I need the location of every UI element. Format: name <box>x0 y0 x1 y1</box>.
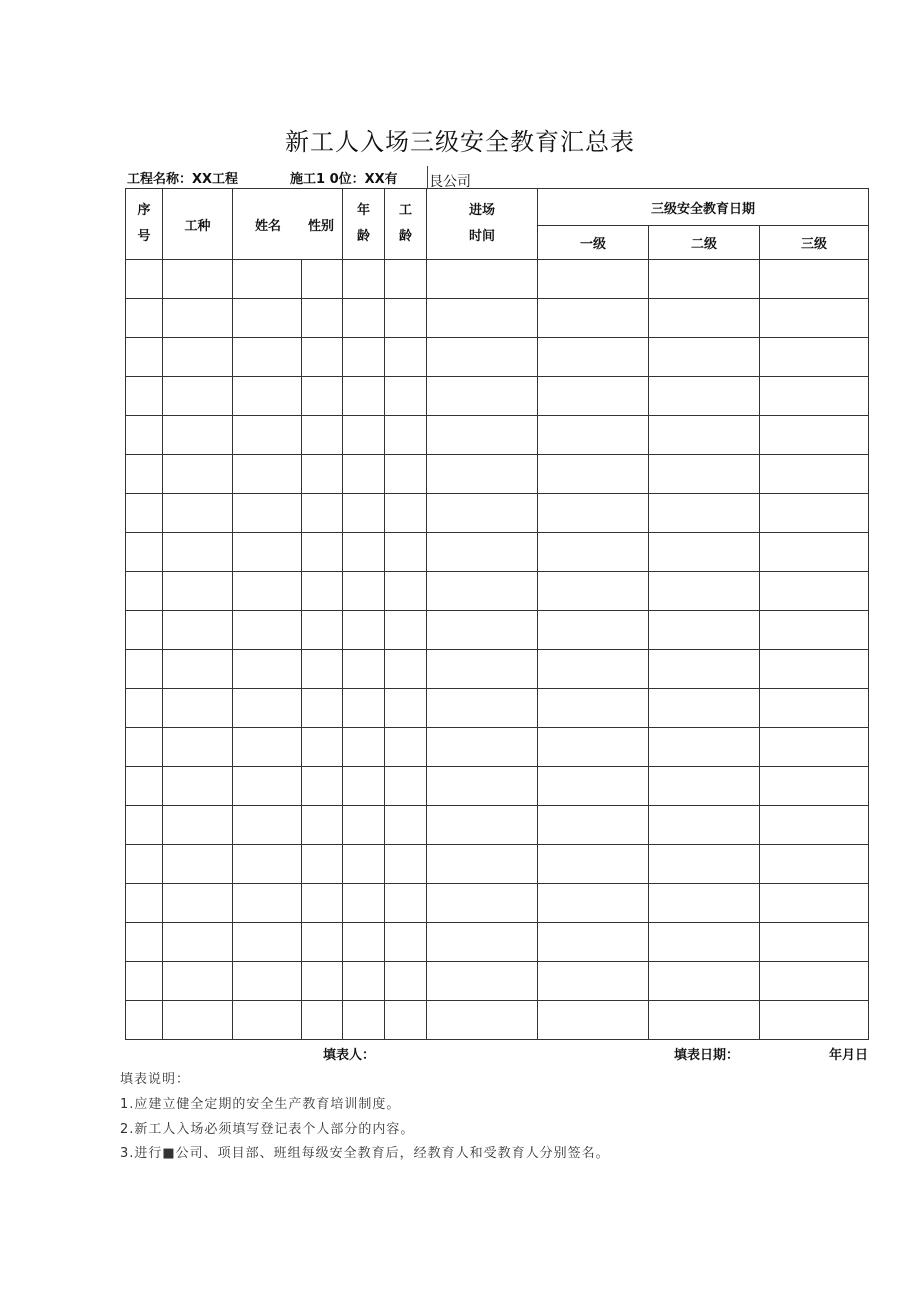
table-cell[interactable] <box>427 455 538 494</box>
table-cell[interactable] <box>163 260 233 299</box>
table-cell[interactable] <box>385 1001 427 1040</box>
table-cell[interactable] <box>126 260 163 299</box>
table-cell[interactable] <box>126 845 163 884</box>
table-cell[interactable] <box>538 494 649 533</box>
table-cell[interactable] <box>649 806 760 845</box>
header-gender: 性别 <box>308 219 335 234</box>
table-row <box>126 377 869 416</box>
table-row <box>126 1001 869 1040</box>
table-cell[interactable] <box>163 416 233 455</box>
table-cell[interactable] <box>126 728 163 767</box>
table-cell[interactable] <box>760 533 869 572</box>
table-cell[interactable] <box>427 416 538 455</box>
table-cell[interactable] <box>427 806 538 845</box>
table-cell[interactable] <box>233 611 302 650</box>
table-cell[interactable] <box>233 728 302 767</box>
table-cell[interactable] <box>427 494 538 533</box>
table-cell[interactable] <box>760 845 869 884</box>
table-cell[interactable] <box>385 923 427 962</box>
header-entry-time: 进场 时间 <box>427 189 538 260</box>
table-cell[interactable] <box>126 923 163 962</box>
table-cell[interactable] <box>343 689 385 728</box>
table-cell[interactable] <box>385 260 427 299</box>
table-cell[interactable] <box>538 455 649 494</box>
table-cell[interactable] <box>649 845 760 884</box>
table-cell[interactable] <box>427 1001 538 1040</box>
table-cell[interactable] <box>302 767 343 806</box>
table-cell[interactable] <box>538 650 649 689</box>
table-cell[interactable] <box>385 767 427 806</box>
table-cell[interactable] <box>233 338 302 377</box>
table-cell[interactable] <box>427 962 538 1001</box>
education-table <box>125 188 869 1040</box>
table-row <box>126 689 869 728</box>
table-cell[interactable] <box>343 533 385 572</box>
table-cell[interactable] <box>538 728 649 767</box>
table-cell[interactable] <box>538 884 649 923</box>
table-cell[interactable] <box>427 845 538 884</box>
table-row <box>126 767 869 806</box>
table-cell[interactable] <box>649 494 760 533</box>
table-cell[interactable] <box>649 962 760 1001</box>
table-cell[interactable] <box>538 260 649 299</box>
table-cell[interactable] <box>538 923 649 962</box>
table-cell[interactable] <box>126 767 163 806</box>
table-cell[interactable] <box>126 533 163 572</box>
header-seq: 序 号 <box>126 189 163 260</box>
table-cell[interactable] <box>233 767 302 806</box>
table-cell[interactable] <box>163 767 233 806</box>
header-age: 年 龄 <box>343 189 385 260</box>
table-cell[interactable] <box>233 455 302 494</box>
header-trade: 工种 <box>163 189 233 260</box>
company-suffix: 艮公司 <box>429 174 471 190</box>
table-cell[interactable] <box>233 923 302 962</box>
page-title: 新工人入场三级安全教育汇总表 <box>285 128 635 156</box>
table-cell[interactable] <box>538 962 649 1001</box>
table-cell[interactable] <box>233 416 302 455</box>
table-cell[interactable] <box>343 884 385 923</box>
table-row <box>126 455 869 494</box>
table-cell[interactable] <box>760 884 869 923</box>
table-row <box>126 299 869 338</box>
table-cell[interactable] <box>233 845 302 884</box>
fill-date-tail: 年月日 <box>829 1048 869 1063</box>
table-cell[interactable] <box>385 416 427 455</box>
table-cell[interactable] <box>538 416 649 455</box>
table-cell[interactable] <box>760 806 869 845</box>
table-cell[interactable] <box>760 572 869 611</box>
table-cell[interactable] <box>163 455 233 494</box>
table-cell[interactable] <box>343 260 385 299</box>
table-cell[interactable] <box>649 260 760 299</box>
table-cell[interactable] <box>233 377 302 416</box>
table-cell[interactable] <box>302 611 343 650</box>
table-cell[interactable] <box>302 884 343 923</box>
table-cell[interactable] <box>760 494 869 533</box>
table-cell[interactable] <box>126 611 163 650</box>
table-cell[interactable] <box>649 299 760 338</box>
table-row <box>126 338 869 377</box>
table-cell[interactable] <box>233 299 302 338</box>
table-cell[interactable] <box>163 533 233 572</box>
table-cell[interactable] <box>163 923 233 962</box>
table-cell[interactable] <box>233 650 302 689</box>
table-cell[interactable] <box>233 689 302 728</box>
table-cell[interactable] <box>126 650 163 689</box>
table-cell[interactable] <box>649 689 760 728</box>
table-cell[interactable] <box>302 728 343 767</box>
table-cell[interactable] <box>649 533 760 572</box>
table-cell[interactable] <box>302 494 343 533</box>
table-cell[interactable] <box>760 767 869 806</box>
table-cell[interactable] <box>427 533 538 572</box>
table-cell[interactable] <box>385 650 427 689</box>
table-cell[interactable] <box>760 962 869 1001</box>
table-cell[interactable] <box>302 650 343 689</box>
table-cell[interactable] <box>427 260 538 299</box>
table-cell[interactable] <box>163 962 233 1001</box>
table-cell[interactable] <box>538 533 649 572</box>
table-cell[interactable] <box>126 572 163 611</box>
table-cell[interactable] <box>649 377 760 416</box>
table-cell[interactable] <box>538 299 649 338</box>
table-cell[interactable] <box>427 923 538 962</box>
table-cell[interactable] <box>163 338 233 377</box>
table-cell[interactable] <box>385 728 427 767</box>
table-row <box>126 416 869 455</box>
table-cell[interactable] <box>649 923 760 962</box>
table-cell[interactable] <box>760 416 869 455</box>
table-cell[interactable] <box>343 923 385 962</box>
table-cell[interactable] <box>427 650 538 689</box>
note-item-3: 3.进行■公司、项目部、班组每级安全教育后，经教育人和受教育人分别签名。 <box>120 1146 610 1161</box>
table-cell[interactable] <box>126 806 163 845</box>
table-cell[interactable] <box>126 416 163 455</box>
table-cell[interactable] <box>385 884 427 923</box>
table-row <box>126 650 869 689</box>
table-cell[interactable] <box>649 1001 760 1040</box>
table-cell[interactable] <box>760 377 869 416</box>
table-cell[interactable] <box>126 884 163 923</box>
table-cell[interactable] <box>233 572 302 611</box>
table-cell[interactable] <box>343 1001 385 1040</box>
table-cell[interactable] <box>760 455 869 494</box>
note-item-1: 1.应建立健全定期的安全生产教育培训制度。 <box>120 1097 401 1112</box>
table-cell[interactable] <box>126 377 163 416</box>
table-cell[interactable] <box>760 923 869 962</box>
table-cell[interactable] <box>427 767 538 806</box>
table-cell[interactable] <box>649 338 760 377</box>
table-cell[interactable] <box>649 884 760 923</box>
table-cell[interactable] <box>649 416 760 455</box>
table-cell[interactable] <box>233 806 302 845</box>
table-row <box>126 884 869 923</box>
table-cell[interactable] <box>760 1001 869 1040</box>
table-cell[interactable] <box>302 572 343 611</box>
table-cell[interactable] <box>343 806 385 845</box>
table-cell[interactable] <box>343 845 385 884</box>
header-level-2: 二级 <box>649 226 760 260</box>
table-cell[interactable] <box>760 650 869 689</box>
table-cell[interactable] <box>302 689 343 728</box>
table-cell[interactable] <box>385 494 427 533</box>
table-cell[interactable] <box>760 260 869 299</box>
table-row <box>126 533 869 572</box>
table-cell[interactable] <box>163 650 233 689</box>
table-cell[interactable] <box>343 494 385 533</box>
table-row <box>126 572 869 611</box>
table-cell[interactable] <box>760 299 869 338</box>
table-cell[interactable] <box>385 338 427 377</box>
table-cell[interactable] <box>427 377 538 416</box>
divider <box>427 166 428 188</box>
table-cell[interactable] <box>343 377 385 416</box>
header-edu-dates: 三级安全教育日期 <box>538 189 869 226</box>
header-seniority: 工 龄 <box>385 189 427 260</box>
table-cell[interactable] <box>302 1001 343 1040</box>
table-cell[interactable] <box>427 611 538 650</box>
table-cell[interactable] <box>233 884 302 923</box>
table-cell[interactable] <box>163 806 233 845</box>
table-cell[interactable] <box>343 728 385 767</box>
table-cell[interactable] <box>163 377 233 416</box>
header-name: 姓名 <box>255 219 282 234</box>
table-cell[interactable] <box>538 338 649 377</box>
table-cell[interactable] <box>385 845 427 884</box>
table-cell[interactable] <box>760 689 869 728</box>
table-cell[interactable] <box>385 611 427 650</box>
table-cell[interactable] <box>538 689 649 728</box>
table-cell[interactable] <box>163 299 233 338</box>
table-cell[interactable] <box>538 611 649 650</box>
table-cell[interactable] <box>538 845 649 884</box>
table-cell[interactable] <box>126 338 163 377</box>
table-cell[interactable] <box>343 767 385 806</box>
table-cell[interactable] <box>343 455 385 494</box>
table-cell[interactable] <box>427 338 538 377</box>
table-cell[interactable] <box>233 260 302 299</box>
table-cell[interactable] <box>538 767 649 806</box>
table-cell[interactable] <box>302 806 343 845</box>
table-cell[interactable] <box>233 533 302 572</box>
table-row <box>126 962 869 1001</box>
table-row <box>126 728 869 767</box>
table-cell[interactable] <box>163 611 233 650</box>
table-cell[interactable] <box>233 1001 302 1040</box>
table-cell[interactable] <box>649 650 760 689</box>
table-cell[interactable] <box>302 962 343 1001</box>
table-cell[interactable] <box>649 728 760 767</box>
table-cell[interactable] <box>302 377 343 416</box>
table-cell[interactable] <box>302 338 343 377</box>
table-row <box>126 611 869 650</box>
table-cell[interactable] <box>163 884 233 923</box>
note-item-2: 2.新工人入场必须填写登记表个人部分的内容。 <box>120 1122 415 1137</box>
table-cell[interactable] <box>302 533 343 572</box>
table-cell[interactable] <box>343 962 385 1001</box>
table-cell[interactable] <box>163 689 233 728</box>
table-cell[interactable] <box>649 455 760 494</box>
table-cell[interactable] <box>302 299 343 338</box>
table-cell[interactable] <box>385 455 427 494</box>
fill-date-label: 填表日期： <box>674 1048 740 1063</box>
table-cell[interactable] <box>649 611 760 650</box>
table-cell[interactable] <box>427 728 538 767</box>
table-cell[interactable] <box>163 728 233 767</box>
construction-unit: 施工1 0位：XX有 <box>290 172 398 187</box>
table-row <box>126 923 869 962</box>
notes-heading: 填表说明： <box>120 1072 191 1087</box>
table-cell[interactable] <box>126 299 163 338</box>
table-cell[interactable] <box>385 299 427 338</box>
table-cell[interactable] <box>385 962 427 1001</box>
table-cell[interactable] <box>538 1001 649 1040</box>
table-cell[interactable] <box>163 1001 233 1040</box>
table-cell[interactable] <box>126 962 163 1001</box>
table-cell[interactable] <box>126 1001 163 1040</box>
table-cell[interactable] <box>427 884 538 923</box>
table-cell[interactable] <box>649 767 760 806</box>
table-cell[interactable] <box>538 806 649 845</box>
table-cell[interactable] <box>427 689 538 728</box>
table-cell[interactable] <box>233 494 302 533</box>
header-level-3: 三级 <box>760 226 869 260</box>
table-row <box>126 260 869 299</box>
table-cell[interactable] <box>302 416 343 455</box>
table-cell[interactable] <box>126 494 163 533</box>
table-cell[interactable] <box>163 845 233 884</box>
table-cell[interactable] <box>649 572 760 611</box>
table-cell[interactable] <box>343 650 385 689</box>
table-cell[interactable] <box>760 338 869 377</box>
table-cell[interactable] <box>233 962 302 1001</box>
table-cell[interactable] <box>302 260 343 299</box>
header-level-1: 一级 <box>538 226 649 260</box>
table-cell[interactable] <box>760 728 869 767</box>
table-cell[interactable] <box>163 494 233 533</box>
header-name-gender <box>233 189 343 260</box>
table-cell[interactable] <box>343 611 385 650</box>
table-cell[interactable] <box>385 689 427 728</box>
table-cell[interactable] <box>427 572 538 611</box>
table-cell[interactable] <box>385 806 427 845</box>
table-cell[interactable] <box>538 572 649 611</box>
table-row <box>126 494 869 533</box>
table-cell[interactable] <box>343 572 385 611</box>
table-cell[interactable] <box>385 377 427 416</box>
table-cell[interactable] <box>760 611 869 650</box>
table-row <box>126 806 869 845</box>
table-cell[interactable] <box>538 377 649 416</box>
table-cell[interactable] <box>385 533 427 572</box>
table-cell[interactable] <box>385 572 427 611</box>
table-cell[interactable] <box>302 845 343 884</box>
table-cell[interactable] <box>126 689 163 728</box>
filler-label: 填表人： <box>323 1048 376 1063</box>
table-cell[interactable] <box>427 299 538 338</box>
table-cell[interactable] <box>343 416 385 455</box>
table-row <box>126 845 869 884</box>
table-cell[interactable] <box>163 572 233 611</box>
table-cell[interactable] <box>302 923 343 962</box>
table-cell[interactable] <box>126 455 163 494</box>
table-cell[interactable] <box>343 299 385 338</box>
table-cell[interactable] <box>343 338 385 377</box>
table-cell[interactable] <box>302 455 343 494</box>
project-name: 工程名称：XX工程 <box>127 172 239 187</box>
